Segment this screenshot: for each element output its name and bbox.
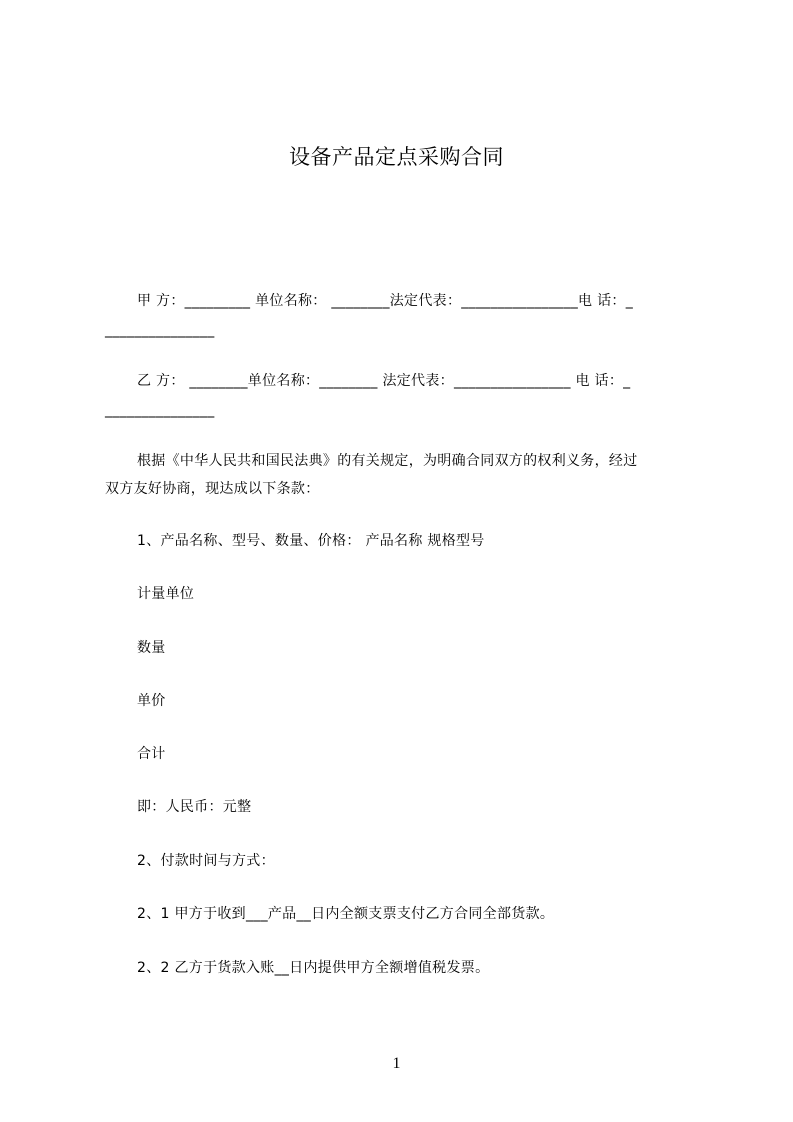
document-title: 设备产品定点采购合同 bbox=[289, 145, 504, 169]
clause-quantity: 数量 bbox=[137, 640, 166, 656]
party-b-phone-line: _______________ bbox=[105, 402, 215, 418]
page-number: 1 bbox=[392, 1055, 401, 1072]
party-b-line: 乙 方： ________单位名称：________ 法定代表：________________ 电 话：_ bbox=[137, 373, 631, 389]
clause-total: 合计 bbox=[137, 746, 166, 762]
clause-product-info: 1、产品名称、型号、数量、价格： 产品名称 规格型号 bbox=[137, 533, 485, 549]
intro-paragraph-line-2: 双方友好协商，现达成以下条款： bbox=[105, 481, 320, 497]
clause-payment-2-1: 2、1 甲方于收到___产品__日内全额支票支付乙方合同全部货款。 bbox=[137, 906, 555, 922]
clause-payment-2-2: 2、2 乙方于货款入账__日内提供甲方全额增值税发票。 bbox=[137, 960, 490, 976]
clause-payment-heading: 2、付款时间与方式： bbox=[137, 853, 275, 869]
clause-rmb-amount: 即：人民币：元整 bbox=[137, 799, 252, 815]
party-a-line: 甲 方：_________ 单位名称： ________法定代表：________________电 话：_ bbox=[137, 293, 633, 309]
clause-unit-of-measure: 计量单位 bbox=[137, 586, 195, 602]
clause-unit-price: 单价 bbox=[137, 693, 166, 709]
party-a-phone-line: _______________ bbox=[105, 322, 215, 338]
intro-paragraph-line-1: 根据《中华人民共和国民法典》的有关规定，为明确合同双方的权利义务，经过 bbox=[137, 453, 638, 469]
